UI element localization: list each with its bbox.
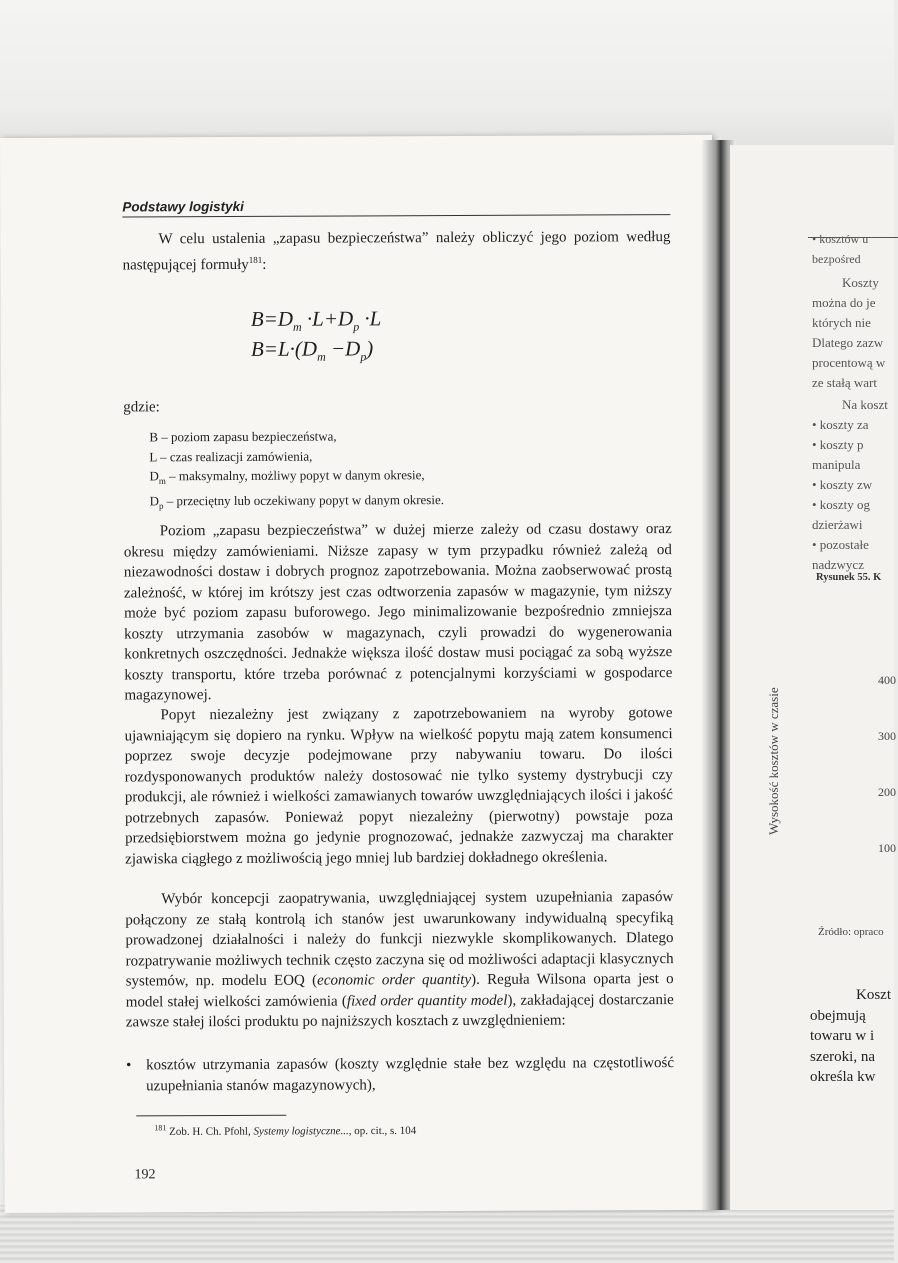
left-page — [0, 135, 717, 1213]
y-tick: 200 — [878, 785, 896, 799]
legend-item: $D_m$ – maksymalny, możliwy popyt w danym okresie, — [149, 467, 425, 486]
legend-item: $D_p$ – przeciętny lub oczekiwany popyt w danym okresie. — [149, 492, 445, 511]
legend-item: L – czas realizacji zamówienia, — [149, 448, 313, 464]
where-label: gdzie: — [123, 399, 160, 416]
footnote-ref: 181 — [248, 254, 263, 265]
running-header: Podstawy logistyki — [122, 197, 670, 217]
formula-legend — [149, 426, 444, 516]
right-cost-bullets: • koszty za • koszty p manipula • koszty zw • koszty og dzierżawi • pozostałe nadzwycz — [812, 417, 873, 572]
footnote: $^{181}$ Zob. H. Ch. Pfohl, Systemy logistyczne..., op. cit., s. 104 — [154, 1123, 417, 1138]
y-tick: 400 — [878, 673, 896, 687]
footnote-divider — [136, 1115, 286, 1117]
figure-caption: Rysunek 55. K — [816, 572, 882, 583]
scan-background-top — [0, 0, 894, 150]
right-na-koszt: Na koszt — [842, 397, 888, 412]
bullet-item: • kosztów utrzymania zapasów (koszty względnie stałe bez względu na częstotliwość uzupełniania stanów magazynowych), — [126, 1055, 675, 1094]
page-number: 192 — [134, 1167, 156, 1183]
right-top-bullets: • kosztów u bezpośred — [812, 232, 869, 266]
right-paragraph-a: Koszty można do je których nie Dlatego zazw procentową w ze stałą wart — [812, 275, 886, 390]
right-body-text: Koszt obejmują towaru w i szeroki, na określa kw — [810, 987, 891, 1085]
formula-1: $B=D_m \cdot L+D_p \cdot L$ — [250, 306, 382, 334]
paragraph-independent-demand: Popyt niezależny jest związany z zapotrzebowaniem na wyroby gotowe ujawniającym się dopiero na rynku. Wpływ na wielkość popytu mają zatem konsumenci poprzez swoje decyzje podejmowane przy nabywaniu towaru. Do ilości rozdysponowanych produktów należy dostosować nie tylko systemy dystrybucji czy produkcji, ale również i wielkości zamawianych towarów uwzględniających ilości i jakość potrzebnych zapasów. Ponieważ popyt niezależny (pierwotny) powstaje poza przedsiębiorstwem można go jedynie prognozować, jednakże zazwyczaj ma charakter zjawiska ciągłego z możliwością jego mniej lub bardziej dokładnego określenia. — [124, 705, 674, 867]
figure-source: Źródło: opraco — [818, 926, 884, 938]
paragraph-safety-stock: Poziom „zapasu bezpieczeństwa” w dużej mierze zależy od czasu dostawy oraz okresu między zamówieniami. Niższe zapasy w tym przypadku również zależą od niezawodności dostaw i dobrych prognoz zapotrzebowania. Można zaobserwować prostą zależność, w której im krótszy jest czas odtworzenia zapasów w magazynie, tym niższy może być poziom zapasu buforowego. Jego minimalizowanie bezpośrednio zmniejsza koszty utrzymania zasobów w magazynach, czyli prowadzi do wygenerowania konkretnych oszczędności. Jednakże większa ilość dostaw musi pociągać za sobą wyższe koszty transportu, które trzeba porównać z potencjalnymi korzyściami w gospodarce magazynowej. — [123, 521, 673, 704]
chart-y-axis-label: Wysokość kosztów w czasie — [766, 687, 781, 835]
scan-background-bottom — [0, 1205, 894, 1263]
formula-2: $B=L\cdot(D_m -D_p)$ — [250, 336, 374, 364]
y-tick: 300 — [878, 729, 896, 743]
legend-item: B – poziom zapasu bezpieczeństwa, — [149, 428, 337, 445]
paragraph-supply-concept: Wybór koncepcji zaopatrywania, uwzględniającej system uzupełniania zapasów połączony ze stałą kontrolą ich stanów jest uwarunkowany indywidualną specyfiką prowadzonej działalności i należy do funkcji niezwykle skomplikowanych. Dlatego rozpatrywanie możliwych technik często zaczyna się od możliwości adaptacji klasycznych systemów, np. modelu EOQ (economic order quantity). Reguła Wilsona oparta jest o model stałej wielkości zamówienia (fixed order quantity model), zakładającej dostarczanie zawsze stałej ilości produktu po najniższych kosztach z uwzględnieniem: — [125, 889, 674, 1031]
right-page — [730, 145, 894, 1210]
intro-paragraph: W celu ustalenia „zapasu bezpieczeństwa” należy obliczyć jego poziom według następującej formuły$^{181}$: — [122, 229, 671, 273]
bullet-dot-icon: • — [126, 1057, 132, 1074]
y-tick: 100 — [878, 841, 896, 855]
